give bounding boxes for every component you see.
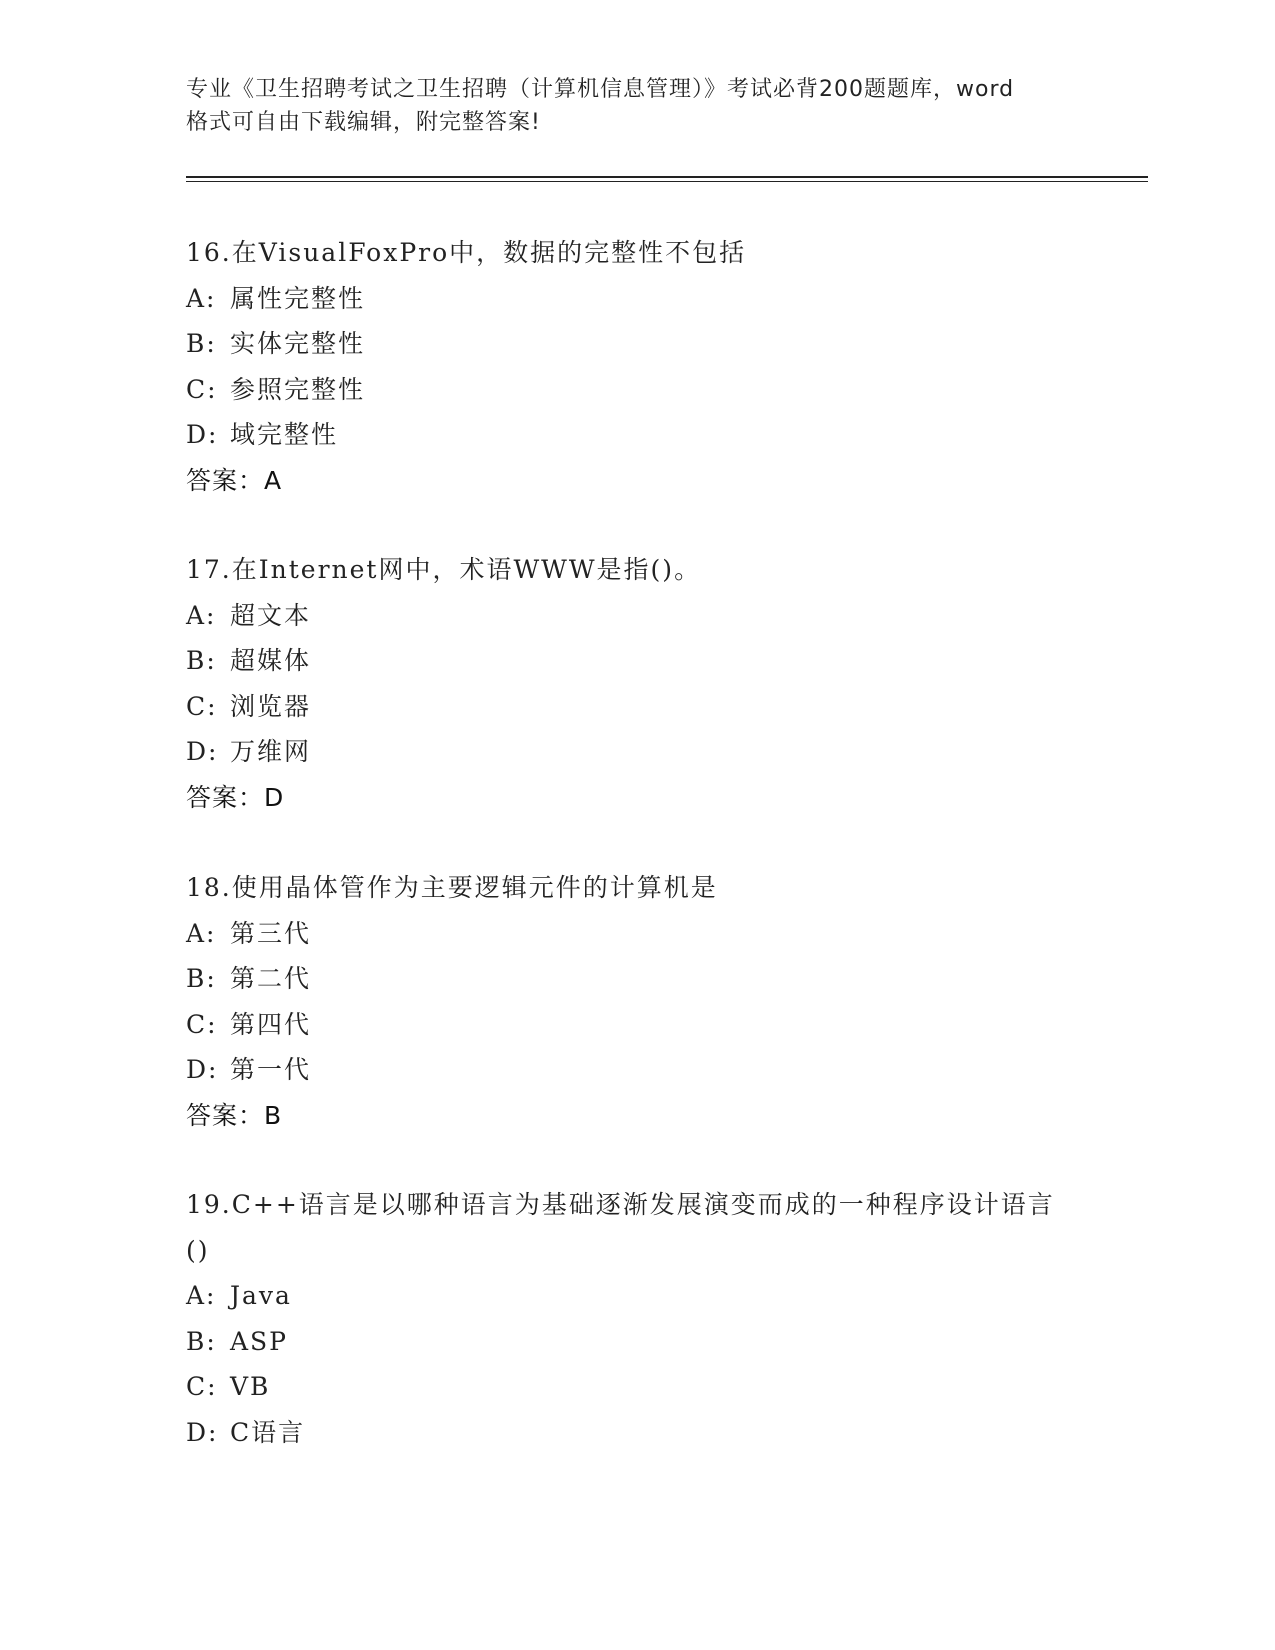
header-line-1: 专业《卫生招聘考试之卫生招聘（计算机信息管理）》考试必背200题题库，word [186,77,1015,102]
option-label: C: [186,1372,218,1401]
question-16 [186,230,1086,503]
option-text: 第三代 [230,918,312,948]
option-text: 第一代 [230,1055,312,1084]
option-label: C: [186,1009,218,1039]
answer-label: 答案： [186,782,265,812]
header-line-2: 格式可自由下载编辑，附完整答案! [186,110,541,135]
option-text: Java [230,1281,292,1310]
option-b [186,1319,1086,1365]
option-label: A: [186,600,217,630]
question-19 [186,1182,1086,1455]
option-a [186,593,1086,639]
option-text: 第二代 [230,964,312,993]
option-text: VB [230,1372,271,1401]
option-a [186,1273,1086,1319]
option-text: C语言 [230,1417,306,1447]
question-text: 19.C++语言是以哪种语言为基础逐渐发展演变而成的一种程序设计语言() [186,1190,1055,1265]
option-label: D: [186,1055,219,1084]
option-d [186,412,1086,458]
option-label: A: [186,918,217,948]
option-a [186,276,1086,322]
option-a [186,911,1086,957]
option-text: 实体完整性 [230,329,366,358]
answer-value: B [264,1100,283,1130]
question-text: 16.在VisualFoxPro中，数据的完整性不包括 [186,238,747,267]
answer-label: 答案： [186,465,265,495]
option-text: 第四代 [230,1009,312,1039]
option-b [186,956,1086,1002]
question-18 [186,865,1086,1138]
option-c [186,1364,1086,1410]
header-divider-thick [186,176,1148,178]
document-header [186,73,1086,139]
option-text: 超文本 [230,600,312,630]
option-b [186,638,1086,684]
option-label: B: [186,964,217,993]
answer-line [186,458,1086,504]
option-label: B: [186,646,217,675]
option-label: A: [186,1281,217,1310]
answer-value: D [264,782,285,812]
answer-line [186,775,1086,821]
option-text: 属性完整性 [230,283,366,313]
option-label: C: [186,374,218,404]
option-c [186,367,1086,413]
option-d [186,1410,1086,1456]
question-17 [186,547,1086,820]
option-label: D: [186,737,219,766]
option-c [186,684,1086,730]
option-d [186,1047,1086,1093]
question-text: 17.在Internet网中，术语WWW是指()。 [186,555,702,584]
header-divider-thin [186,181,1148,182]
option-text: 参照完整性 [230,374,366,404]
option-text: 万维网 [230,737,312,766]
option-text: 域完整性 [230,420,339,449]
option-c [186,1002,1086,1048]
answer-line [186,1093,1086,1139]
option-label: A: [186,283,217,313]
option-label: C: [186,691,218,721]
option-text: 超媒体 [230,646,312,675]
option-d [186,729,1086,775]
option-label: D: [186,420,219,449]
option-b [186,321,1086,367]
answer-label: 答案： [186,1100,265,1130]
option-label: B: [186,1326,217,1356]
option-text: 浏览器 [230,691,312,721]
question-text: 18.使用晶体管作为主要逻辑元件的计算机是 [186,873,718,902]
answer-value: A [264,465,283,495]
option-label: D: [186,1417,219,1447]
option-label: B: [186,329,217,358]
option-text: ASP [230,1326,289,1356]
